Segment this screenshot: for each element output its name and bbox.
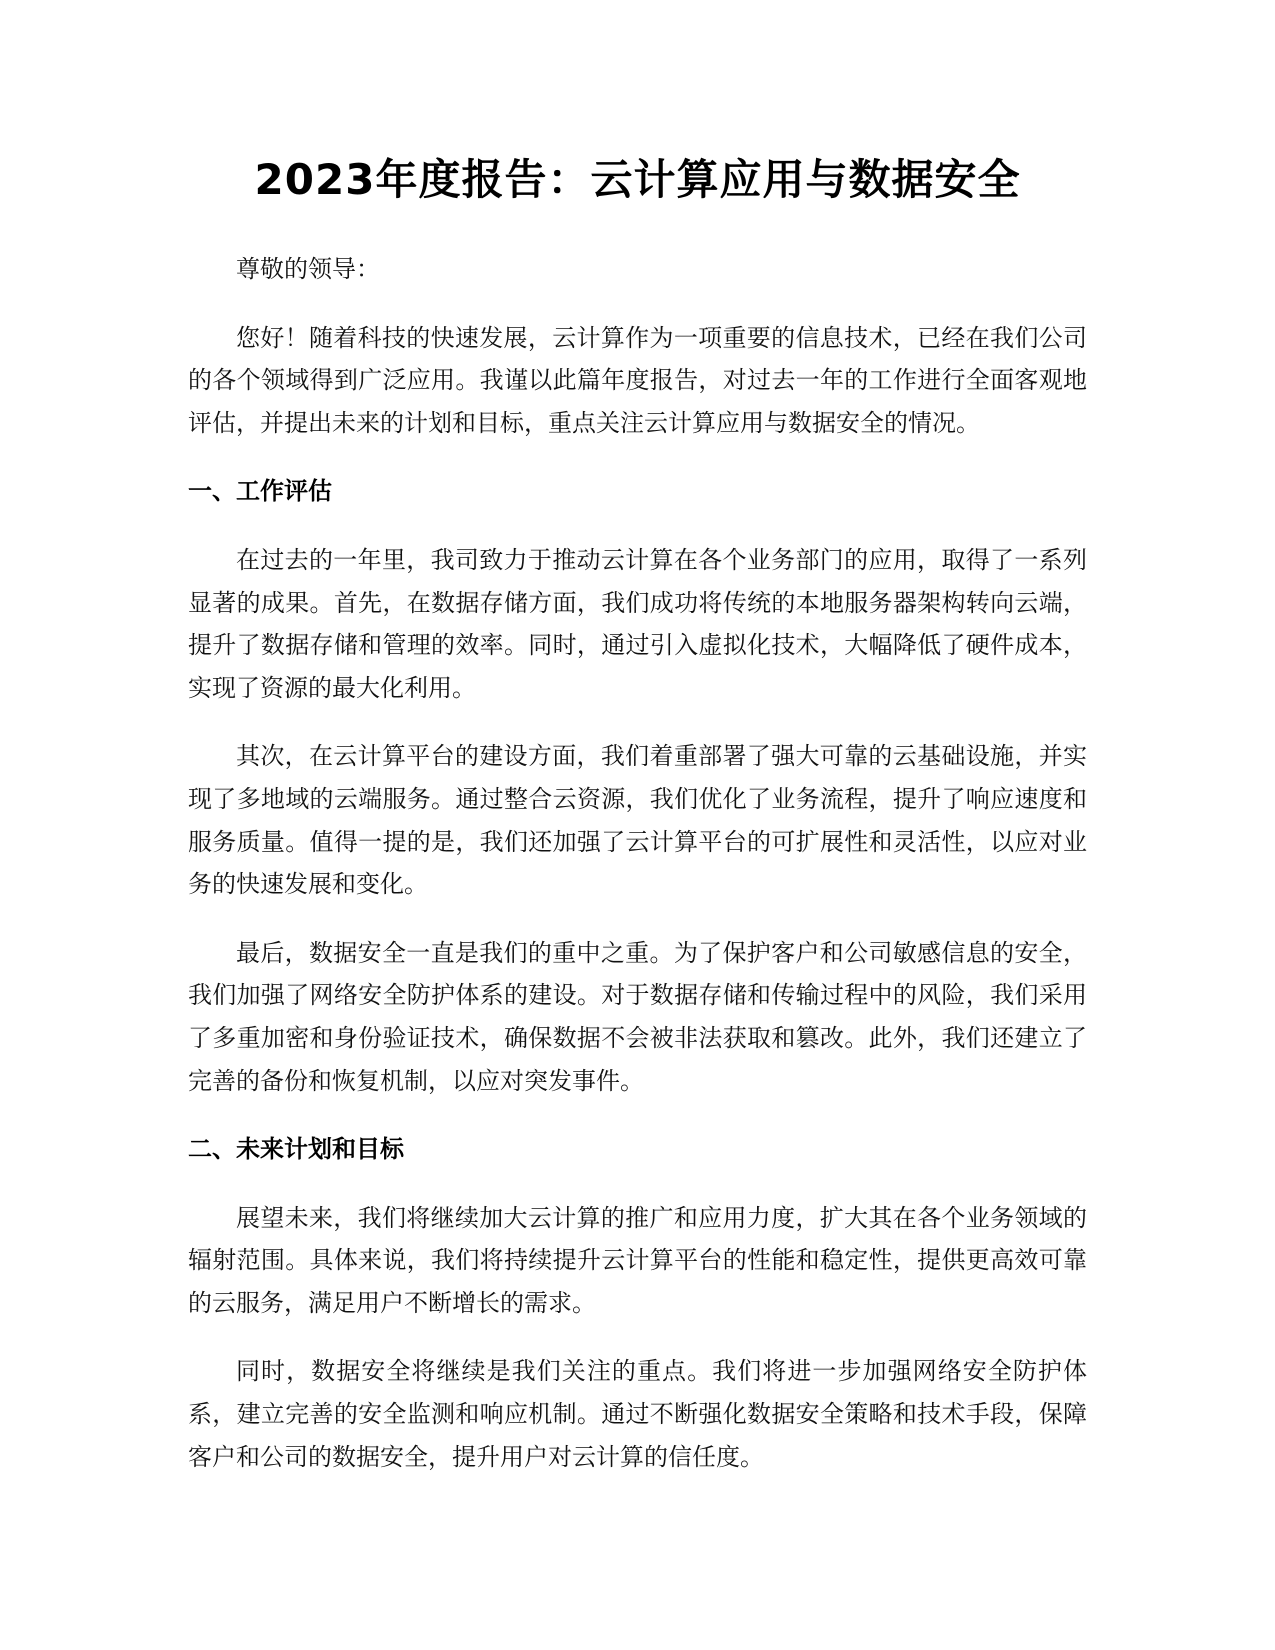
future-paragraph-expansion: 展望未来，我们将继续加大云计算的推广和应用力度，扩大其在各个业务领域的辐射范围。具体来说，我们将持续提升云计算平台的性能和稳定性，提供更高效可靠的云服务，满足用户不断增长的需求。	[188, 1203, 1087, 1317]
document-title: 2023年度报告：云计算应用与数据安全	[254, 155, 1021, 204]
intro-paragraph: 您好！随着科技的快速发展，云计算作为一项重要的信息技术，已经在我们公司的各个领域得到广泛应用。我谨以此篇年度报告，对过去一年的工作进行全面客观地评估，并提出未来的计划和目标，重点关注云计算应用与数据安全的情况。	[188, 323, 1087, 437]
salutation: 尊敬的领导：	[236, 255, 380, 283]
evaluation-paragraph-security: 最后，数据安全一直是我们的重中之重。为了保护客户和公司敏感信息的安全，我们加强了网络安全防护体系的建设。对于数据存储和传输过程中的风险，我们采用了多重加密和身份验证技术，确保数据不会被非法获取和篡改。此外，我们还建立了完善的备份和恢复机制，以应对突发事件。	[188, 938, 1087, 1095]
document-body	[188, 150, 1087, 1504]
section-heading-future-plans: 二、未来计划和目标	[188, 1135, 404, 1164]
evaluation-paragraph-platform: 其次，在云计算平台的建设方面，我们着重部署了强大可靠的云基础设施，并实现了多地域的云端服务。通过整合云资源，我们优化了业务流程，提升了响应速度和服务质量。值得一提的是，我们还加强了云计算平台的可扩展性和灵活性，以应对业务的快速发展和变化。	[188, 742, 1087, 899]
evaluation-paragraph-storage: 在过去的一年里，我司致力于推动云计算在各个业务部门的应用，取得了一系列显著的成果。首先，在数据存储方面，我们成功将传统的本地服务器架构转向云端，提升了数据存储和管理的效率。同时，通过引入虚拟化技术，大幅降低了硬件成本，实现了资源的最大化利用。	[188, 545, 1087, 702]
section-heading-evaluation: 一、工作评估	[188, 477, 332, 506]
future-paragraph-security: 同时，数据安全将继续是我们关注的重点。我们将进一步加强网络安全防护体系，建立完善的安全监测和响应机制。通过不断强化数据安全策略和技术手段，保障客户和公司的数据安全，提升用户对云计算的信任度。	[188, 1357, 1087, 1471]
